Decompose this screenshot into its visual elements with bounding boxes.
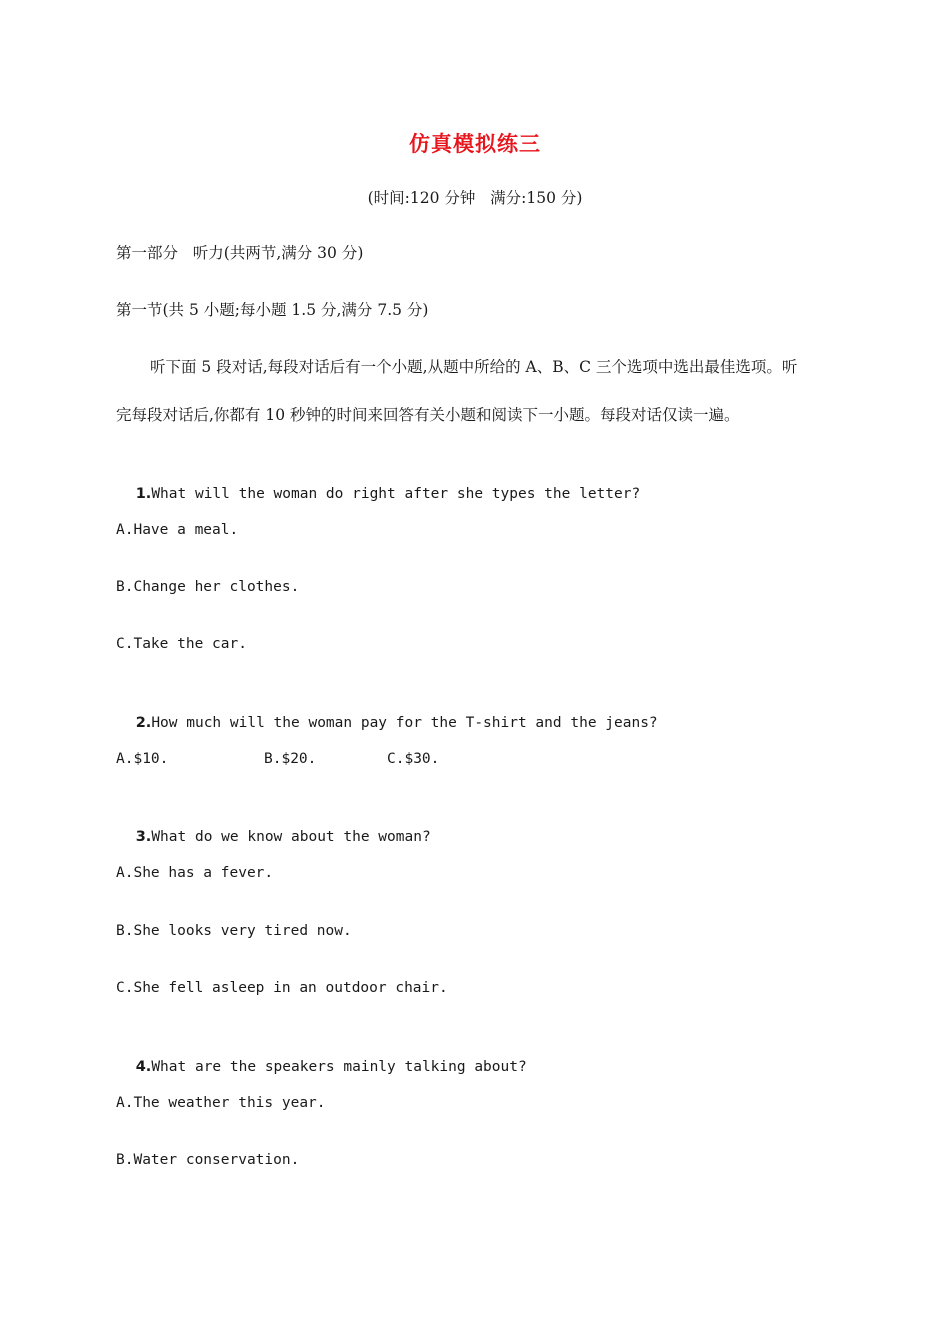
exam-time-info: (时间:120 分钟 满分:150 分) — [367, 189, 583, 207]
part-heading: 第一部分 听力(共两节,满分 30 分) — [116, 244, 364, 262]
question-3 — [116, 806, 431, 867]
question-number: 3. — [135, 829, 152, 845]
question-3-option-a: A.She has a fever. — [116, 865, 274, 881]
question-1-option-c: C.Take the car. — [116, 636, 247, 652]
question-2 — [116, 692, 658, 753]
question-1 — [116, 463, 640, 524]
question-1-option-b: B.Change her clothes. — [116, 579, 300, 595]
instructions-line-1: 听下面 5 段对话,每段对话后有一个小题,从题中所给的 A、B、C 三个选项中选出最佳选项。听 — [150, 358, 798, 376]
question-text: What are the speakers mainly talking about? — [151, 1059, 527, 1075]
question-1-option-a: A.Have a meal. — [116, 522, 239, 538]
question-3-option-b: B.She looks very tired now. — [116, 923, 352, 939]
question-2-option-c: C.$30. — [387, 751, 440, 767]
question-number: 2. — [135, 715, 152, 731]
question-text: What do we know about the woman? — [151, 829, 431, 845]
question-3-option-c: C.She fell asleep in an outdoor chair. — [116, 980, 448, 996]
question-2-option-a: A.$10. — [116, 751, 169, 767]
question-4 — [116, 1036, 527, 1097]
question-2-option-b: B.$20. — [264, 751, 317, 767]
question-number: 1. — [135, 486, 152, 502]
question-4-option-a: A.The weather this year. — [116, 1095, 326, 1111]
question-number: 4. — [135, 1059, 152, 1075]
question-text: What will the woman do right after she types the letter? — [151, 486, 641, 502]
instructions-line-2: 完每段对话后,你都有 10 秒钟的时间来回答有关小题和阅读下一小题。每段对话仅读一遍。 — [116, 406, 740, 424]
section-heading: 第一节(共 5 小题;每小题 1.5 分,满分 7.5 分) — [116, 301, 429, 319]
page-title: 仿真模拟练三 — [409, 132, 541, 156]
question-text: How much will the woman pay for the T-shirt and the jeans? — [151, 715, 658, 731]
question-4-option-b: B.Water conservation. — [116, 1152, 300, 1168]
